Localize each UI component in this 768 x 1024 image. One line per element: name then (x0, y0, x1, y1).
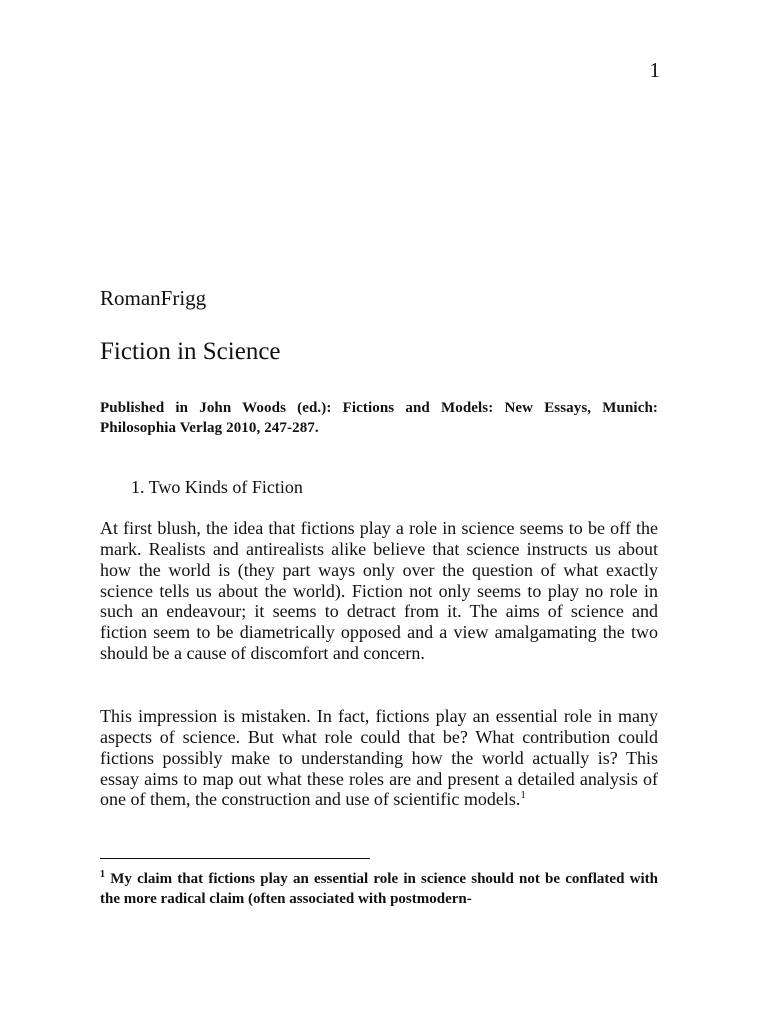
footnote-text: My claim that fictions play an essential role in science should not be conflated with the more radical claim (often associated with postmodern- (100, 871, 658, 907)
body-paragraph-1: At first blush, the idea that fictions play a role in science seems to be off the mark. Realists and antirealists alike believe that science instructs us about how the world is (they part ways only over the question of what exactly science tells us about the world). Fiction not only seems to play no role in such an endeavour; it seems to detract from it. The aims of science and fiction seem to be diametrically opposed and a view amalgamating the two should be a cause of discomfort and concern. (100, 518, 658, 664)
paper-title: Fiction in Science (100, 338, 281, 365)
footnote-marker: 1 (100, 869, 105, 880)
author-name: RomanFrigg (100, 286, 207, 310)
footnote-reference[interactable]: 1 (520, 789, 526, 802)
footnote-divider (100, 858, 370, 859)
body-paragraph-2-text: This impression is mistaken. In fact, fictions play an essential role in many aspects of science. But what role could that be? What contribution could fictions possibly make to understanding how the world actually is? This essay aims to map out what these roles are and present a detailed analysis of one of them, the construction and use of scientific models. (100, 706, 658, 810)
section-heading: 1. Two Kinds of Fiction (131, 477, 303, 497)
footnote (100, 869, 658, 909)
body-paragraph-2 (100, 706, 658, 810)
publication-note: Published in John Woods (ed.): Fictions and Models: New Essays, Munich: Philosophia Verlag 2010, 247-287. (100, 400, 658, 436)
page-number: 1 (649, 58, 660, 82)
